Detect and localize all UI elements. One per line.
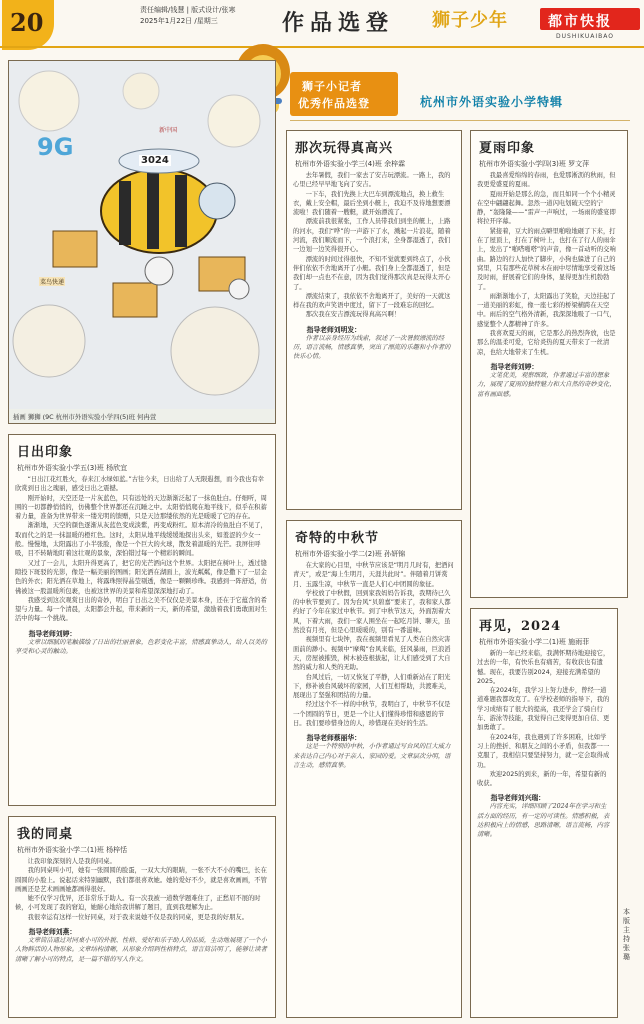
newspaper-pinyin: DUSHIKUAIBAO: [556, 33, 614, 40]
teacher-comment: 这是一个特别的中秋，小作者通过写台风的巨大威力来表达自己内心对于亲人、家园的爱。文章层次分明，语言生动，感情真挚。: [293, 743, 451, 769]
article-paragraph: “日出江花红胜火，春来江水绿如蓝。”古往今来，日出给了人无限遐想，而今我也有幸欣赏到日出之瑰丽，感受日出之震撼。: [15, 476, 264, 493]
article-paragraph: 雨渐渐地小了，太阳露出了笑脸，天边挂起了一道美丽的彩虹，像一座七彩的桥梁横跨在天空中。雨后的空气格外清新，我深深地吸了一口气，感觉整个人都精神了许多。: [477, 292, 616, 328]
teacher-comment: 文笔优美，观察细致，作者通过丰富的想象力，展现了夏雨的独特魅力和大自然的奇妙变化，富有画面感。: [477, 371, 616, 398]
article-author: 杭州市外语实验小学四(3)班 罗文萍: [479, 160, 590, 168]
article-author: 杭州市外语实验小学二(2)班 孙妍锦: [295, 550, 406, 558]
article-title: 日出印象: [17, 445, 74, 460]
column-title-line-2: 优秀作品选登: [298, 97, 370, 110]
article-wodetongzhuo: [8, 816, 276, 1018]
painting-label-express: 菜鸟快递: [40, 279, 65, 286]
article-paragraph: 我最喜爱绵绵的春雨，也爱那淅沥的秋雨，但我更爱盛夏的夏雨。: [477, 172, 616, 189]
newspaper-logo: [540, 8, 640, 30]
teacher-comment-heading: 指导老师刘兴瑞：: [490, 794, 545, 803]
article-zaijian2024: [470, 608, 618, 1018]
article-paragraph: 我很幸运有这样一位好同桌，对于我来说她不仅是我的同桌，更是我的好朋友。: [27, 913, 248, 921]
article-paragraph: 她不仅学习优异，还非常乐于助人。有一次我被一道数学题难住了，正愁眉不展的时候，小可发现了我的窘迫，她耐心地给我讲解了题目，直到我理解为止。: [15, 895, 261, 912]
article-paragraph: 漂流前我很紧张，工作人员带我们到坐的艇上，上路的河水，我们“哗”的一声游下了水，溅起一片浪花，随着河流，我们顺流而下，一个浪打来，全身都湿透了，我们一边划一边笑得很开心。: [293, 218, 451, 254]
article-paragraph: 在2024年，我也遇到了许多困难，比如学习上的挫折、和朋友之间的小矛盾，但我都一一克服了，我相信只要坚持努力，就一定会取得成功。: [477, 733, 610, 769]
header-rule: [0, 46, 644, 48]
article-paragraph: 去年暑假，我们一家去了安吉玩漂流。一路上，我的心里已经早早地飞向了安吉。: [293, 172, 451, 189]
article-title: 那次玩得真高兴: [295, 141, 394, 156]
column-banner: [290, 72, 398, 116]
article-qitedezhongqiujie: [286, 520, 462, 1018]
article-paragraph: 新的一年已经来临，我满怀期待地迎接它，过去的一年，有快乐也有痛苦，有收获也有遗憾。现在，我要告别2024，迎接充满希望的2025。: [477, 650, 610, 685]
article-paragraph: 欢迎2025的到来，新的一年，希望有新的收获。: [477, 770, 607, 788]
article-paragraph: 我的同桌叫小可，她有一张圆圆的脸蛋，一双大大的眼睛，一张不大不小的嘴巴，长在圆圆的小脸上。说起话来特别幽默，我们都很喜欢她。她的爱好不少，就是喜欢画画，不管画画还是艺术画画她都画得很好。: [15, 867, 267, 893]
article-paragraph: 我感受到这次观赏日出的奇妙，明白了日出之美不仅仅是美景本身，还在于它蕴含的希望与力量。每一个清晨，太阳都会升起，带来新的一天，新的希望，激励着我们勇敢面对生活中的每一个挑战。: [15, 596, 267, 623]
painting-frame: [8, 60, 276, 424]
article-author: 杭州市外语实验小学三(4)班 余梓霖: [295, 160, 406, 168]
article-title: 奇特的中秋节: [295, 531, 380, 546]
article-author: 杭州市外语实验小学五(3)班 杨欣宜: [17, 464, 128, 472]
article-paragraph: 视频里有七块钟，我在视频里看见了人类在自然灾害面前的渺小。视频中“摩羯”台风来临，狂风暴雨，巨浪滔天，房屋被摧毁，树木被连根拔起，让人们感受到了大自然的威力和人类的无助。: [293, 636, 451, 672]
painting-illustration: [9, 61, 275, 409]
article-paragraph: 刚开始时，天空还是一片灰蓝色，只有远处的天边渐渐泛起了一抹鱼肚白。仔细听，周围的一切都静悄悄的，仿佛整个世界都还在沉睡之中。太阳悄悄爬在地平线下，似乎在积蓄着力量，准备为世界带来一缕光明的馈赠，只是天边那缕依然的光是暖暖了它的存在。: [15, 494, 267, 521]
article-title: 夏雨印象: [479, 141, 536, 156]
article-paragraph: 漂流结束了，我依依不舍地离开了，美好的一天就这样在我的欢声笑语中度过，留下了一段难忘的回忆。: [293, 292, 451, 310]
page-header: [0, 0, 644, 52]
article-paragraph: 在2024年，我学习上努力进步，曾经一道道难题我都攻克了。在学校老师的指导下，我的学习成绩有了很大的提高，我还学会了骑自行车、游泳等技能，我觉得自己变得更加自信、更加勇敢了。: [477, 687, 610, 732]
article-paragraph: 一下车，我们先换上大巴车到漂流地点，换上救生衣，戴上安全帽，最后坐到小艇上，我迫不及待地想要漂流啦！我们随着一艘艇，就开始漂流了。: [293, 190, 451, 217]
header-meta-1: 责任编辑/钱慧 | 版式设计/张寒: [140, 6, 236, 14]
painting-label-china: 新中国: [159, 127, 178, 134]
painting-label-3024: 3024: [141, 155, 169, 166]
article-paragraph: 让我印象深刻的人是我的同桌。: [27, 858, 116, 865]
header-divider: [290, 120, 630, 121]
teacher-comment: 内容充实，详细回顾了2024年在学习和生活方面的经历，有一定的可读性。情感积极，表达积极向上的情感，思路清晰，语言流畅，内容清晰。: [477, 803, 610, 839]
teacher-comment-heading: 指导老师刘燕：: [28, 928, 77, 937]
teacher-comment: 文章以细腻的笔触描绘了日出的壮丽景象，色彩变化丰富，情感真挚动人，给人以美的享受和心灵的触动。: [15, 638, 267, 656]
editor-credit: 本版主持 张璐: [623, 908, 630, 961]
newspaper-name: 都市快报: [548, 14, 612, 30]
teacher-comment-heading: 指导老师刘婷：: [28, 629, 77, 638]
article-naciwande: [286, 130, 462, 510]
article-paragraph: 经过这个不一样的中秋节，我明白了，中秋节不仅是一个团圆的节日，更是一个让人们懂得珍惜和感恩的节日。我们要珍惜身边的人，珍惜现在美好的生活。: [293, 701, 451, 728]
article-paragraph: 我喜欢夏天的雨，它是那么的热烈奔放，也是那么的温柔可爱，它给炎热的夏天带来了一丝清凉，也给大地带来了生机。: [477, 330, 616, 356]
article-paragraph: 学校放了中秋假，回到家我妈妈告诉我，我期待已久的中秋节要到了。因为台风“贝碧嘉”要来了，我和家人都约好了今年在家过中秋节。到了中秋节这天，外面刮着大风，下着大雨，我们一家人围坐在一起吃月饼、聊天，虽然没有月亮，但是心里暖暖的，别有一番滋味。: [293, 589, 451, 635]
column-title-line-1: 狮子小记者: [302, 80, 362, 93]
school-feature-title: 杭州市外语实验小学特辑: [420, 95, 564, 109]
article-title: 我的同桌: [17, 827, 74, 842]
article-xiayuyinxiang: [470, 130, 628, 598]
article-paragraph: 紧接着，豆大的雨点噼里啪啦地砸了下来，打在了屋顶上，打在了树叶上，也打在了行人的雨伞上，发出了“啪嗒啪嗒”的声音，像一首动听的交响曲。路边的行人加快了脚步，小狗也躲进了自己的窝里，只有那些花草树木在雨中尽情地享受着这场及时雨，舒展着它们的身体，显得更加生机勃勃了。: [477, 227, 616, 291]
article-paragraph: 台风过后，一切又恢复了平静，人们重新站在了阳光下，修补被台风破坏的家园，人们互相帮助，共渡难关，展现出了坚强和团结的力量。: [293, 673, 451, 700]
article-rijiyinxiang: [8, 434, 276, 806]
teacher-comment-heading: 指导老师刘明发：: [306, 325, 361, 334]
article-paragraph: 渐渐地，天空的颜色逐渐从灰蓝色变成淡紫，再变成粉红。原本清冷的鱼肚白不见了，取而代之的是一抹温暖的橙红色。这时，太阳从地平线缓缓地探出头来，如羞涩的少女一般。慢慢地，太阳露出了小半张脸，像是一个巨大的火球，散发着温暖的光芒。我屏住呼吸，目不转睛地盯着这壮观的景象，深怕错过每一个精彩的瞬间。: [15, 522, 267, 558]
section-title: 作品选登: [282, 10, 395, 36]
painting-label-9g: 9G: [37, 133, 74, 161]
page-number: 20: [10, 8, 44, 37]
brand-art-title: 狮子少年: [432, 10, 508, 31]
article-paragraph: 夏雨开始是那么的急，而且如同一个个小精灵在空中翩翩起舞。忽然一道闪电划破天空的宁静，“轰隆隆——”雷声一声响过，一场雨的盛宴即将拉开序幕。: [477, 190, 616, 226]
article-title: 再见，2024: [479, 619, 562, 634]
teacher-comment: 作者以亲身经历为线索，叙述了一次暑假漂流的经历，语言流畅，情感真挚，突出了漂流的乐趣和小作者的快乐心情。: [293, 334, 451, 361]
article-paragraph: 漂流的时间过得很快，不知不觉就要到终点了，小伙伴们依依不舍地离开了小艇。我们身上全都湿透了，但是我们却一点也不在意，因为我们觉得那次真是玩得太开心了。: [293, 255, 451, 291]
article-author: 杭州市外语实验小学二(1)班 杨梓恬: [17, 846, 128, 854]
teacher-comment-heading: 指导老师蔡丽华：: [306, 734, 361, 743]
article-paragraph: 在大家的心目里，中秋节应该是“明月几时有，把酒问青天”，或是“海上生明月，天涯共此时”。伴随着月饼赏月、玉露生凉，中秋节一直是人们心中团圆的象征。: [293, 562, 454, 588]
teacher-comment-heading: 指导老师刘婷：: [490, 362, 539, 371]
painting-caption: 插画 狮狮 (9C 杭州市外语实验小学四(5)班 何冉萱: [13, 413, 157, 421]
header-meta-2: 2025年1月22日 /星期三: [140, 17, 218, 25]
teacher-comment: 文章简洁通过对同桌小可的外貌、性格、爱好和乐于助人的品质，生动地展现了一个小人物鲜活的人物形象。文章结构清晰，从形象介绍到性格特点，语言简洁明了，能够让读者清晰了解小可的特点，是一篇不错的写人作文。: [15, 937, 267, 963]
article-paragraph: 又过了一会儿，太阳升得更高了，把它的光芒洒向这个世界。太阳把在树叶上，透过缝隙投下斑驳的光影，像是一幅美丽的图画；阳光洒在湖面上，波光粼粼，像是撒下了一层金色的外衣；阳光洒在草地上，将露珠照得晶莹剔透，像是一颗颗珍珠。我感到一阵舒适，仿佛被这一股温暖所包裹，也被这世界的美景和希望深深地打动了。: [15, 559, 267, 595]
article-author: 杭州市外语实验小学二(1)班 施雨菲: [479, 638, 590, 646]
article-paragraph: 那次我在安吉漂流玩得真高兴啊！: [305, 311, 401, 319]
